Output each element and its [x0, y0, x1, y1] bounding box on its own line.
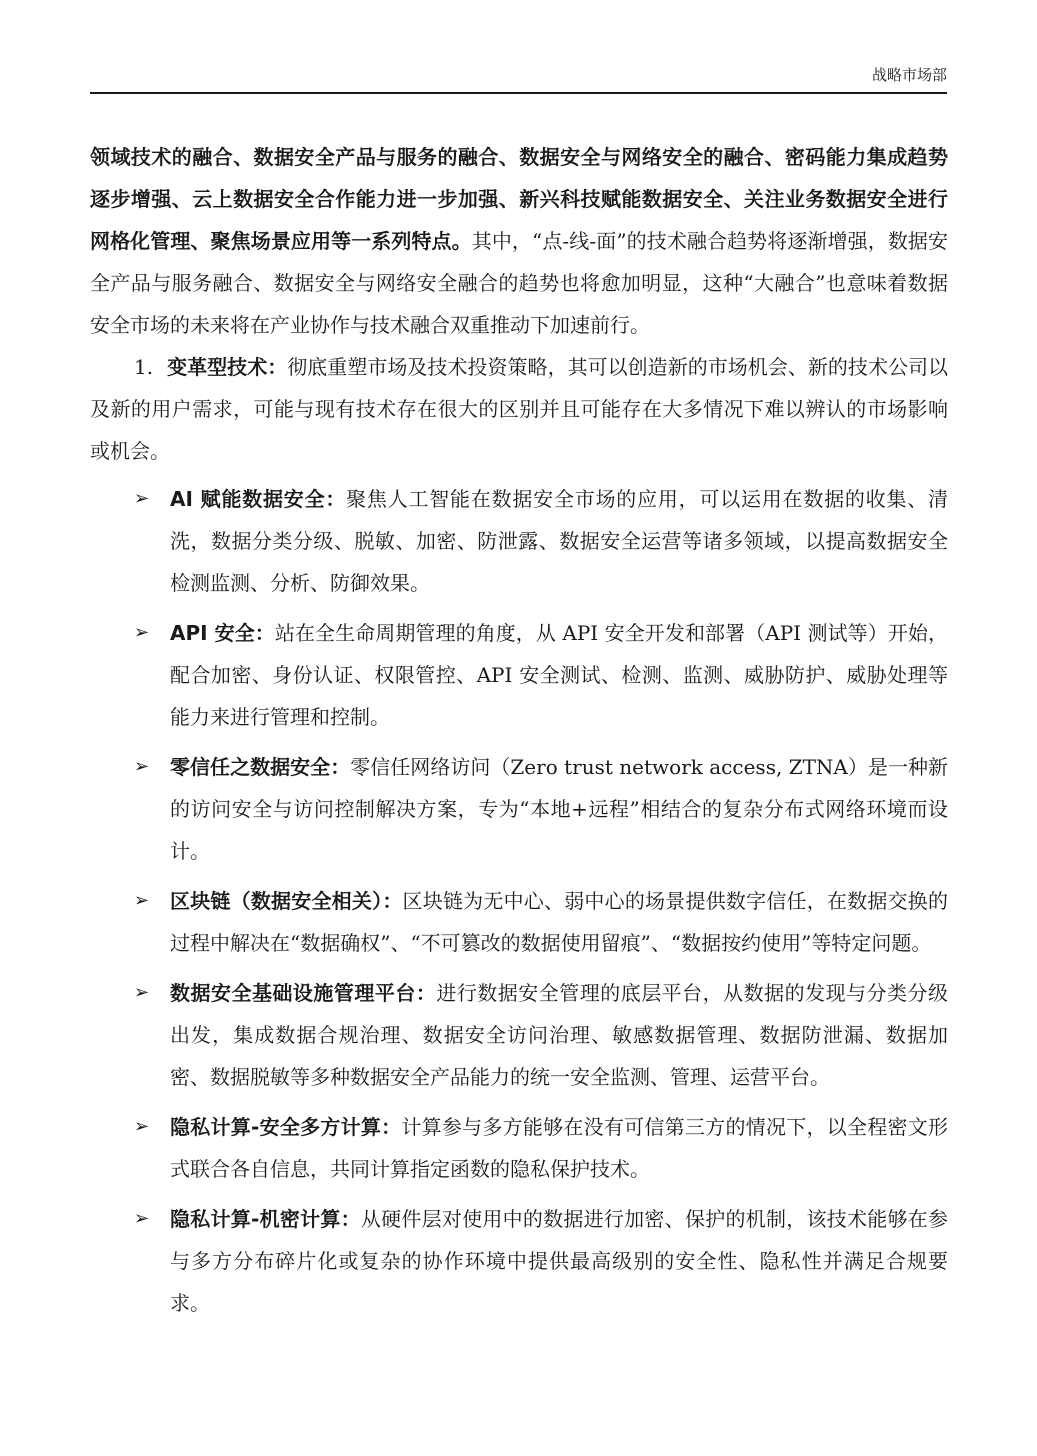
list-item-text: 从硬件层对使用中的数据进行加密、保护的机制，该技术能够在参与多方分布碎片化或复杂的协作环境中提供最高级别的安全性、隐私性并满足合规要求。: [170, 1207, 948, 1315]
arrow-bullet-icon: ➢: [134, 756, 150, 777]
list-item-term: 隐私计算-安全多方计算：: [170, 1115, 402, 1139]
list-item-ai-security: [90, 478, 948, 604]
list-item-mpc: [90, 1106, 948, 1190]
document-body: [90, 136, 948, 1332]
arrow-bullet-icon: ➢: [134, 982, 150, 1003]
arrow-bullet-icon: ➢: [134, 1208, 150, 1229]
header-department: 战略市场部: [871, 66, 947, 84]
intro-paragraph: [90, 136, 948, 346]
list-item-term: AI 赋能数据安全：: [170, 487, 347, 511]
arrow-bullet-icon: ➢: [134, 890, 150, 911]
arrow-bullet-icon: ➢: [134, 622, 150, 643]
page-header: [90, 0, 947, 94]
intro-bold-text: 领域技术的融合、数据安全产品与服务的融合、数据安全与网络安全的融合、密码能力集成趋势逐步增强、云上数据安全合作能力进一步加强、新兴科技赋能数据安全、关注业务数据安全进行网格化管理、聚焦场景应用等一系列特点。: [90, 145, 948, 253]
list-item-zero-trust: [90, 746, 948, 872]
list-item-text: 区块链为无中心、弱中心的场景提供数字信任，在数据交换的过程中解决在“数据确权”、“不可篡改的数据使用留痕”、“数据按约使用”等特定问题。: [170, 889, 949, 955]
arrow-bullet-icon: ➢: [134, 1116, 150, 1137]
list-item-blockchain: [90, 880, 948, 964]
arrow-bullet-icon: ➢: [134, 488, 150, 509]
list-item-api-security: [90, 612, 948, 738]
list-item-text: 站在全生命周期管理的角度，从 API 安全开发和部署（API 测试等）开始，配合加密、身份认证、权限管控、API 安全测试、检测、监测、威胁防护、威胁处理等能力来进行管理和控制。: [170, 621, 948, 729]
list-item-infrastructure-platform: [90, 972, 948, 1098]
list-item-term: 区块链（数据安全相关）：: [170, 889, 403, 913]
section-1-number: 1.: [134, 355, 154, 379]
list-item-term: 数据安全基础设施管理平台：: [170, 981, 437, 1005]
technology-list: [90, 478, 948, 1324]
list-item-text: 进行数据安全管理的底层平台，从数据的发现与分类分级出发，集成数据合规治理、数据安全访问治理、敏感数据管理、数据防泄漏、数据加密、数据脱敏等多种数据安全产品能力的统一安全监测、管理、运营平台。: [170, 981, 949, 1089]
list-item-term: 零信任之数据安全：: [170, 755, 351, 779]
list-item-text: 聚焦人工智能在数据安全市场的应用，可以运用在数据的收集、清洗，数据分类分级、脱敏、加密、防泄露、数据安全运营等诸多领域，以提高数据安全检测监测、分析、防御效果。: [170, 487, 949, 595]
list-item-term: API 安全：: [170, 621, 275, 645]
section-1-text: 彻底重塑市场及技术投资策略，其可以创造新的市场机会、新的技术公司以及新的用户需求，可能与现有技术存在很大的区别并且可能存在大多情况下难以辨认的市场影响或机会。: [90, 355, 949, 463]
list-item-term: 隐私计算-机密计算：: [170, 1207, 361, 1231]
intro-normal-text: 其中，“点-线-面”的技术融合趋势将逐渐增强，数据安全产品与服务融合、数据安全与网络安全融合的趋势也将愈加明显，这种“大融合”也意味着数据安全市场的未来将在产业协作与技术融合双重推动下加速前行。: [90, 229, 949, 337]
list-item-text: 零信任网络访问（Zero trust network access, ZTNA）是一种新的访问安全与访问控制解决方案，专为“本地+远程”相结合的复杂分布式网络环境而设计。: [170, 755, 948, 863]
section-1-title: 变革型技术：: [167, 355, 288, 379]
list-item-confidential-computing: [90, 1198, 948, 1324]
list-item-text: 计算参与多方能够在没有可信第三方的情况下，以全程密文形式联合各自信息，共同计算指定函数的隐私保护技术。: [170, 1115, 949, 1181]
section-1-paragraph: [90, 346, 948, 472]
